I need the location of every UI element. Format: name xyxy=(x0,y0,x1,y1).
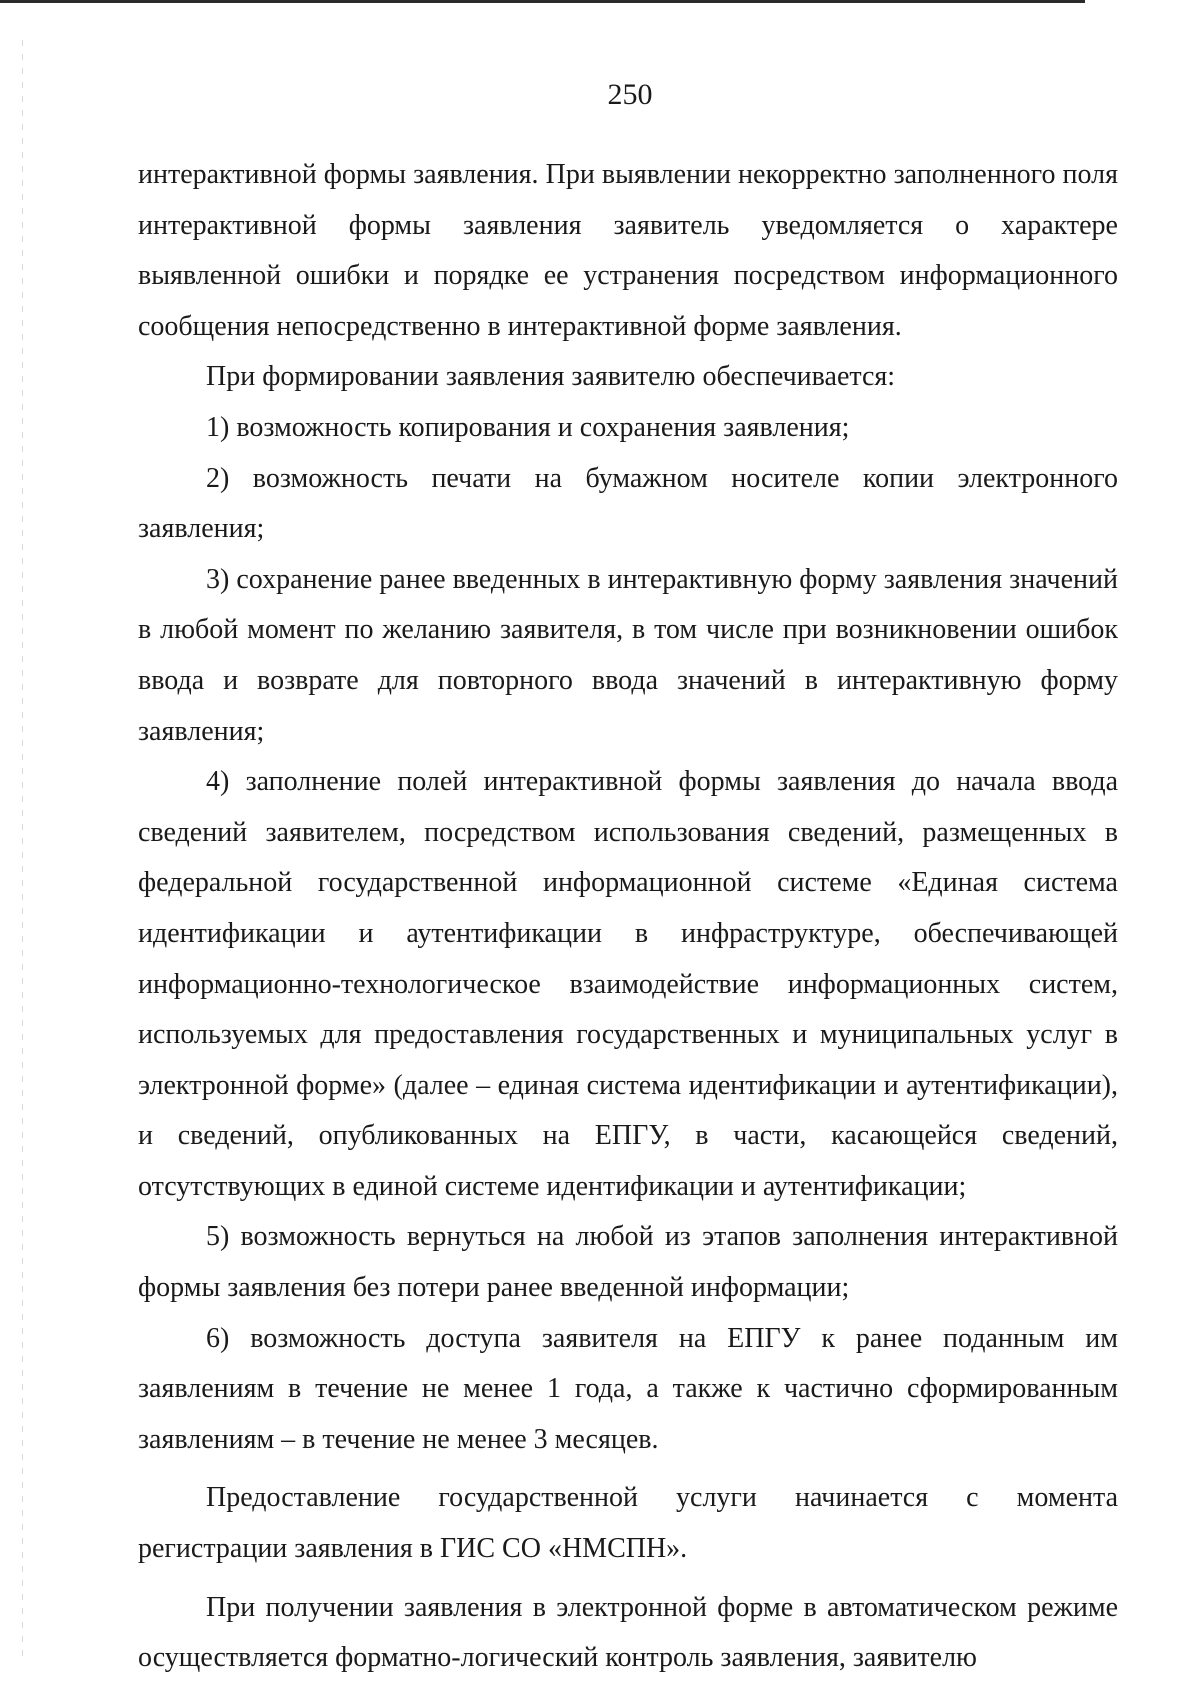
paragraph-intro: При формировании заявления заявителю обеспечивается: xyxy=(206,361,896,393)
list-item-5: 5) возможность вернуться на любой из этапов заполнения интерактивной формы заявления без потери ранее введенной информации; xyxy=(138,1221,1118,1304)
scan-edge-artifact xyxy=(22,40,23,1660)
page-number: 250 xyxy=(607,78,653,111)
list-item-4: 4) заполнение полей интерактивной формы заявления до начала ввода сведений заявителем, посредством использования сведений, размещенных в федеральной государственной информационной системе «Единая система идентификации и аутентификации в инфраструктуре, обеспечивающей информационно-технологическое взаимодействие информационных систем, используемых для предоставления государственных и муниципальных услуг в электронной форме» (далее – единая система идентификации и аутентификации), и сведений, опубликованных на ЕПГУ, в части, касающейся сведений, отсутствующих в единой системе идентификации и аутентификации; xyxy=(138,766,1118,1202)
top-border-line xyxy=(0,0,1085,3)
paragraph-electronic-receipt: При получении заявления в электронной форме в автоматическом режиме осуществляется форматно-логический контроль заявления, заявителю xyxy=(138,1591,1118,1674)
list-item-6: 6) возможность доступа заявителя на ЕПГУ к ранее поданным им заявлениям в течение не менее 1 года, а также к частично сформированным заявлениям – в течение не менее 3 месяцев. xyxy=(138,1322,1118,1455)
document-body xyxy=(138,150,1118,1684)
list-item-2: 2) возможность печати на бумажном носителе копии электронного заявления; xyxy=(138,462,1118,545)
list-item-3: 3) сохранение ранее введенных в интерактивную форму заявления значений в любой момент по желанию заявителя, в том числе при возникновении ошибок ввода и возврате для повторного ввода значений в интерактивную форму заявления; xyxy=(138,563,1118,747)
list-item-1: 1) возможность копирования и сохранения заявления; xyxy=(206,411,850,443)
paragraph-continuation: интерактивной формы заявления. При выявлении некорректно заполненного поля интерактивной формы заявления заявитель уведомляется о характере выявленной ошибки и порядке ее устранения посредством информационного сообщения непосредственно в интерактивной форме заявления. xyxy=(138,159,1118,342)
paragraph-service-start: Предоставление государственной услуги начинается с момента регистрации заявления в ГИС СО «НМСПН». xyxy=(138,1482,1118,1565)
